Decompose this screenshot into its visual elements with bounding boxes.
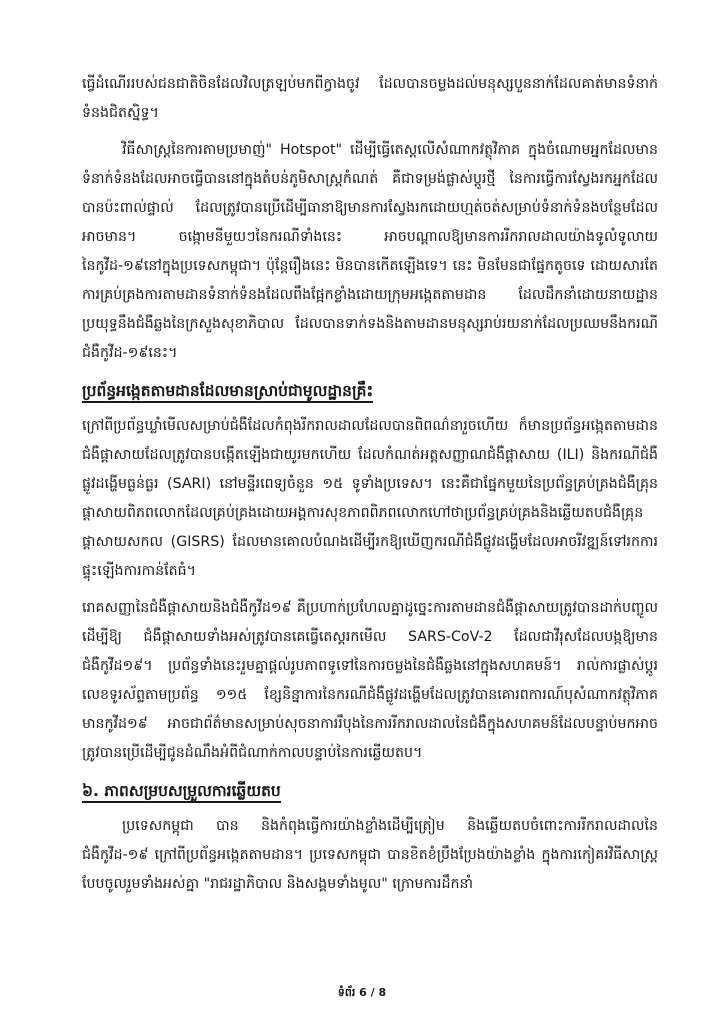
- paragraph-ili-sari: ក្រៅពីប្រព័ន្ធឃ្លាំមើលសម្រាប់ជំងឺដែលកំពុងរីករាលដាលដែលបានពិពណ៌នារួចហើយ ក៏មានប្រព័ន្ធអង្កេតតាមដានជំងឺផ្តាសាយដែលត្រូវបានបង្កើតឡើងជាយូរមកហើយ ដែលកំណត់អត្តសញ្ញាណជំងឺផ្តាសាយ (ILI) និងករណីជំងឺផ្លូវដង្ហើមធ្ងន់ធ្ងរ (SARI) នៅមន្ទីរពេទ្យចំនួន ១៥ ទូទាំងប្រទេស។ នេះគឺជាផ្នែកមួយនៃប្រព័ន្ធគ្រប់គ្រងជំងឺគ្រុនផ្តាសាយពិភពលោកដែលគ្រប់គ្រងដោយអង្គការសុខភាពពិភពលោកហៅថាប្រព័ន្ធគ្រប់គ្រងនិងឆ្លើយតបជំងឺគ្រុនផ្តាសាយសកល (GISRS) ដែលមានគោលបំណងដើម្បីរកឱ្យឃើញករណីជំងឺផ្លូវដង្ហើមដែលអាចរីវឌ្ឍន៍ទៅរកការផ្ទុះឡើងការកាន់តែធំ។: [82, 418, 658, 579]
- paragraph-response: ប្រទេសកម្ពុជា បាន និងកំពុងធ្វើការយ៉ាងខ្លាំងដើម្បីត្រៀម និងឆ្លើយតបចំពោះការរីករាលដាលនៃជំងឺកូវីដ-១៩ ក្រៅពីប្រព័ន្ធអង្កេតតាមដាន។ ប្រទេសកម្ពុជា បានខិតខំប្រឹងប្រែងយ៉ាងខ្លាំង ក្នុងការកៀគរវិធីសាស្ត្របែបចូលរួមទាំងអស់គ្នា "រាជរដ្ឋាភិបាល និងសង្គមទាំងមូល" ក្រោមការដឹកនាំ: [82, 818, 658, 892]
- page-number: ទំព័រ 6 / 8: [337, 986, 387, 999]
- section-heading-coordination-text: ៦. ភាពសម្របសម្រួលការឆ្លើយតប: [82, 782, 281, 803]
- paragraph-hotspot: វិធីសាស្ត្រនៃការតាមប្រមាញ់" Hotspot" ដើម្បីធ្វើតេស្តលើសំណាកវត្ថុវិភាគ ក្នុងចំណោមអ្នកដែលមានទំនាក់ទំនងដែលអាចធ្វើបាននៅក្នុងតំបន់ភូមិសាស្ត្រកំណត់ គឺជាទម្រង់ផ្លាស់ប្តូរថ្មី នៃការធ្វើការស្វែងរកអ្នកដែលបានប៉ះពាល់ផ្ទាល់ ដែលត្រូវបានប្រើដើម្បីធានាឱ្យមានការស្វែងរកដោយហ្មត់ចត់សម្រាប់ទំនាក់ទំនងបន្ថែមដែលអាចមាន។ ចង្កោមនីមួយៗនៃករណីទាំងនេះ អាចបណ្តាលឱ្យមានការរីករាលដាលយ៉ាងទូលំទូលាយនៃកូវីដ-១៩នៅក្នុងប្រទេសកម្ពុជា។ ប៉ុន្តែរឿងនេះ មិនបានកើតឡើងទេ។ នេះ មិនមែនជាផ្នែកតូចទេ ដោយសារតែការគ្រប់គ្រងការតាមដានទំនាក់ទំនងដែលពឹងផ្អែកខ្លាំងដោយក្រុមអង្កេតតាមដាន ដែលដឹកនាំដោយនាយដ្ឋានប្រយុទ្ធនឹងជំងឺឆ្លងនៃក្រសួងសុខាភិបាល ដែលបានទាក់ទងនិងតាមដានមនុស្សរាប់រយនាក់ដែលប្រឈមនឹងករណីជំងឺកូវីដ-១៩នេះ។: [82, 142, 658, 361]
- section-heading-coordination: [82, 776, 658, 806]
- section-heading-surveillance: [82, 376, 658, 406]
- paragraph-covid-symptoms: រោគសញ្ញានៃជំងឺផ្តាសាយនិងជំងឺកូវីដ១៩ គឺប្រហាក់ប្រហែលគ្នាដូច្នេះការតាមដានជំងឺផ្តាសាយត្រូវបានដាក់បញ្ចូលដើម្បីឱ្យ ជំងឺផ្តាសាយទាំងអស់ត្រូវបានគេធ្វើតេស្តរកមើល SARS-CoV-2 ដែលជាវីរុសដែលបង្កឱ្យមានជំងឺកូវីដ១៩។ ប្រព័ន្ធទាំងនេះរួមគ្នាផ្តល់រូបភាពទូទៅនៃការចម្លងនៃជំងឺឆ្លងនៅក្នុងសហគមន៍។ រាល់ការផ្លាស់ប្តូរលេខទូរស័ព្ទតាមប្រព័ន្ធ ១១៥ ខ្សែនិន្នាការនៃករណីជំងឺផ្លូវដង្ហើមដែលត្រូវបានគោរពការណ៍បុសំណាកវត្ថុវិភាគមានកូវីដ១៩ អាចជាព័ត៌មានសម្រាប់សុចនាការរឹបុងនៃការរីករាលដាលនៃជំងឺក្នុងសហគមន៍ដែលបន្ទាប់មកអាចត្រូវបានប្រើដើម្បីជូនដំណឹងអំពីជំណាក់កាលបន្ទាប់នៃការឆ្លើយតប។: [82, 600, 658, 761]
- paragraph-1: ធ្វើដំណើររបស់ជនជាតិចិនដែលវិលត្រឡប់មកពីក្វាងចូវ ដែលបានចម្លងដល់មនុស្សបួននាក់ដែលគាត់មានទំនាក់ទំនងជិតស្និទ្ធ។: [82, 76, 658, 121]
- section-heading-surveillance-text: ប្រព័ន្ធអង្កេតតាមដានដែលមានស្រាប់ជាមូលដ្ឋានគ្រឹះ: [82, 382, 373, 403]
